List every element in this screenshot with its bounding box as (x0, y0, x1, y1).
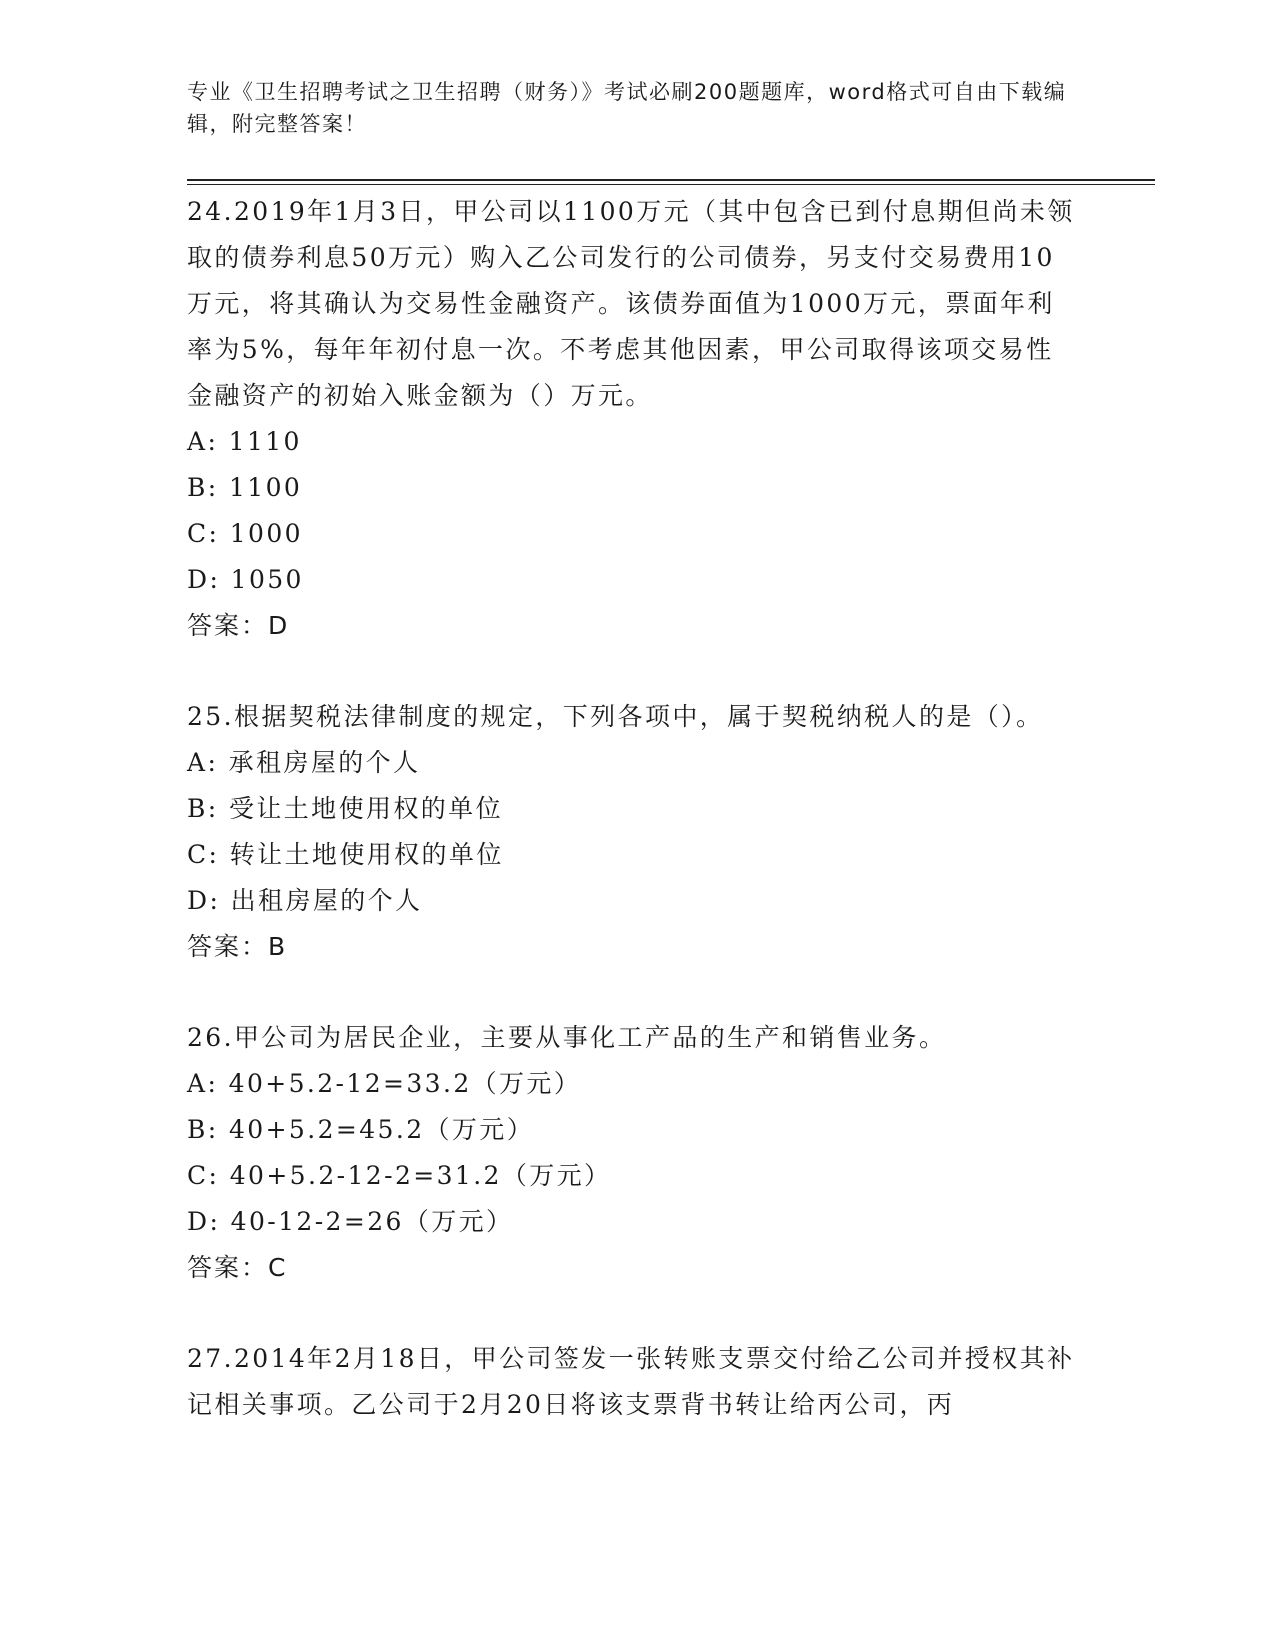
spacer (187, 1291, 1077, 1336)
answer-line: 答案：B (187, 932, 288, 961)
option-a (187, 1061, 1077, 1107)
option-d (187, 557, 1077, 603)
option-text: 40+5.2=45.2（万元） (228, 1115, 535, 1144)
option-a (187, 419, 1077, 465)
option-text: 1000 (229, 519, 303, 548)
option-letter: A: (187, 427, 219, 456)
question-26 (187, 1015, 1077, 1291)
option-letter: D: (187, 886, 221, 915)
option-text: 出租房屋的个人 (230, 886, 423, 915)
option-text: 1050 (230, 565, 304, 594)
option-text: 40+5.2-12=33.2（万元） (228, 1069, 582, 1098)
question-text: 24.2019年1月3日，甲公司以1100万元（其中包含已到付息期但尚未领取的债券利息50万元）购入乙公司发行的公司债券，另支付交易费用10万元，将其确认为交易性金融资产。该债券面值为1000万元，票面年利率为5%，每年年初付息一次。不考虑其他因素，甲公司取得该项交易性金融资产的初始入账金额为（）万元。 (187, 197, 1075, 410)
option-letter: D: (187, 1207, 221, 1236)
option-d (187, 878, 1077, 924)
option-c (187, 1153, 1077, 1199)
option-text: 1100 (228, 473, 303, 502)
option-text: 受让土地使用权的单位 (228, 794, 503, 823)
option-b (187, 786, 1077, 832)
option-c (187, 511, 1077, 557)
answer-line: 答案：D (187, 611, 290, 640)
option-b (187, 465, 1077, 511)
header-rule-thick (187, 179, 1155, 181)
option-letter: D: (187, 565, 221, 594)
question-text: 27.2014年2月18日，甲公司签发一张转账支票交付给乙公司并授权其补记相关事项。乙公司于2月20日将该支票背书转让给丙公司，丙 (187, 1344, 1075, 1419)
question-text: 26.甲公司为居民企业，主要从事化工产品的生产和销售业务。 (187, 1023, 947, 1052)
question-24 (187, 189, 1077, 649)
option-text: 转让土地使用权的单位 (229, 840, 504, 869)
option-letter: B: (187, 794, 219, 823)
spacer (187, 970, 1077, 1015)
answer-line: 答案：C (187, 1253, 288, 1282)
option-letter: A: (187, 748, 219, 777)
option-c (187, 832, 1077, 878)
option-text: 1110 (228, 427, 302, 456)
option-letter: B: (187, 473, 219, 502)
option-letter: C: (187, 840, 220, 869)
option-letter: C: (187, 519, 220, 548)
option-text: 40-12-2=26（万元） (230, 1207, 514, 1236)
option-letter: C: (187, 1161, 220, 1190)
question-text: 25.根据契税法律制度的规定，下列各项中，属于契税纳税人的是（）。 (187, 702, 1044, 731)
question-27 (187, 1336, 1077, 1428)
question-list (187, 189, 1077, 1428)
header-rule-thin (187, 184, 1155, 185)
option-letter: A: (187, 1069, 219, 1098)
option-b (187, 1107, 1077, 1153)
document-header: 专业《卫生招聘考试之卫生招聘（财务）》考试必刷200题题库，word格式可自由下载编辑，附完整答案！ (187, 80, 1067, 136)
option-letter: B: (187, 1115, 219, 1144)
option-a (187, 740, 1077, 786)
spacer (187, 649, 1077, 694)
option-text: 40+5.2-12-2=31.2（万元） (229, 1161, 612, 1190)
question-25 (187, 694, 1077, 970)
option-d (187, 1199, 1077, 1245)
option-text: 承租房屋的个人 (228, 748, 421, 777)
